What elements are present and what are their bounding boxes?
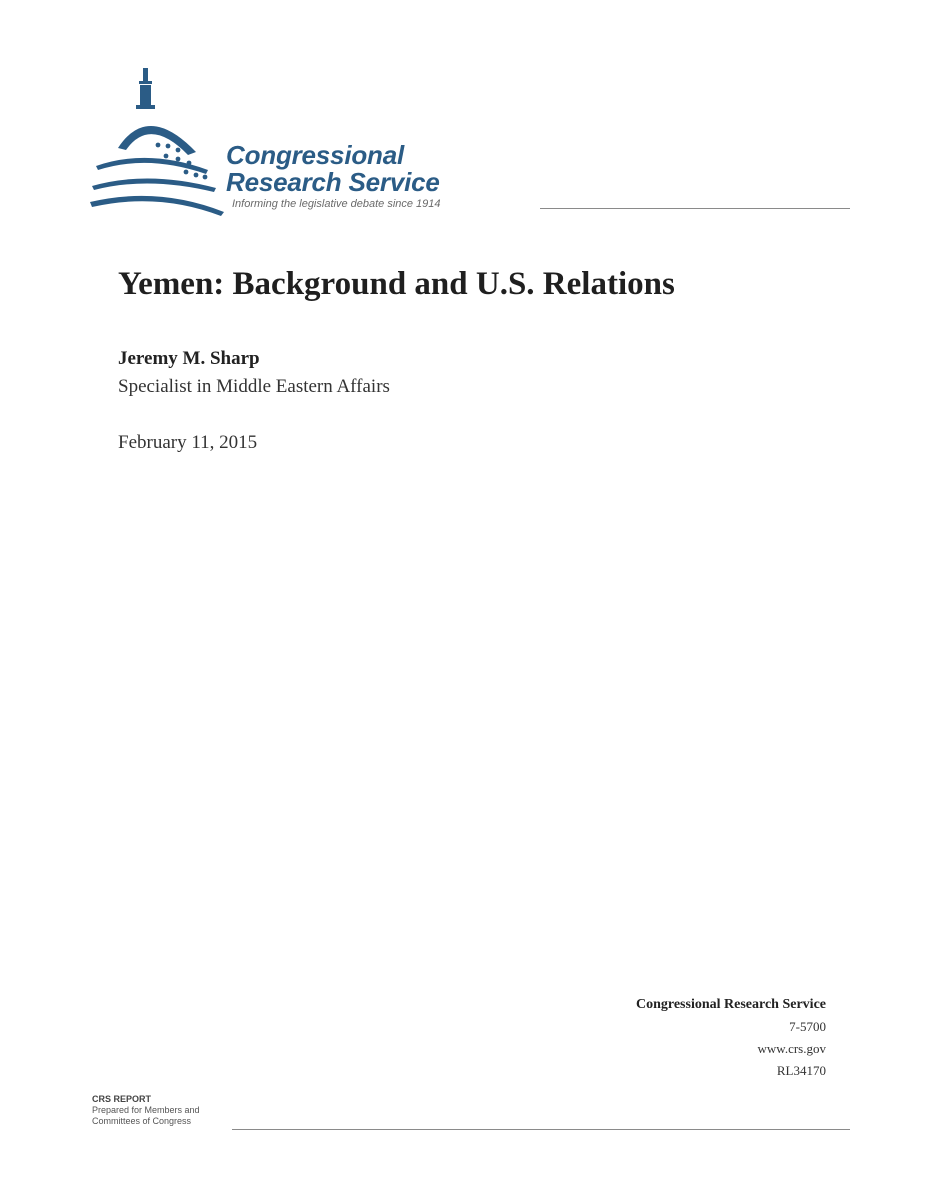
footer-line-3: Committees of Congress <box>92 1116 192 1126</box>
footer-line-2: Prepared for Members and <box>92 1105 200 1115</box>
report-number: RL34170 <box>776 1063 826 1078</box>
publisher-website: www.crs.gov <box>757 1041 826 1056</box>
brand-line-1: Congressional <box>226 140 404 170</box>
author-title: Specialist in Middle Eastern Affairs <box>118 376 390 397</box>
capitol-dome-icon <box>88 60 248 220</box>
brand-tagline: Informing the legislative debate since 1914 <box>232 198 441 210</box>
publisher-code: 7-5700 <box>789 1019 826 1034</box>
author-name: Jeremy M. Sharp <box>118 348 260 369</box>
footer-report-type: CRS REPORT <box>92 1094 152 1104</box>
header-divider <box>540 208 850 209</box>
report-title: Yemen: Background and U.S. Relations <box>118 266 675 302</box>
brand-line-2: Research Service <box>226 167 440 197</box>
footer-divider <box>232 1129 850 1130</box>
footer-label <box>92 1094 200 1127</box>
brand-wordmark <box>226 142 440 196</box>
publisher-block <box>636 994 826 1082</box>
publisher-name: Congressional Research Service <box>635 997 826 1012</box>
report-date: February 11, 2015 <box>118 432 258 453</box>
